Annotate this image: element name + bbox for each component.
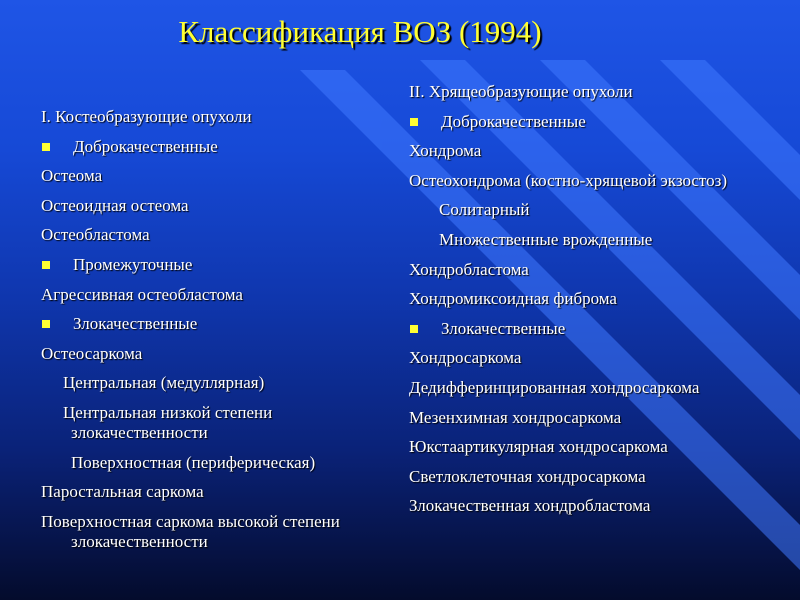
list-item: Хондробластома xyxy=(409,259,529,279)
list-subitem: Центральная низкой степени злокачественности xyxy=(63,402,273,442)
list-subitem: Солитарный xyxy=(439,200,530,220)
list-item: Остеосаркома xyxy=(41,343,143,363)
list-item: Паростальная саркома xyxy=(41,482,204,502)
list-item: Агрессивная остеобластома xyxy=(41,284,243,304)
list-item: Мезенхимная хондросаркома xyxy=(409,407,622,427)
list-item: Хондромиксоидная фиброма xyxy=(409,289,617,309)
bullet-square-icon xyxy=(410,118,418,126)
right-column xyxy=(409,82,754,526)
section-heading-bone-forming: I. Костеобразующие опухоли xyxy=(41,107,252,126)
list-item-malignant: Злокачественные xyxy=(409,319,754,339)
bullet-square-icon xyxy=(42,320,50,328)
list-item: Остеоидная остеома xyxy=(41,195,189,215)
list-item: Хондросаркома xyxy=(409,348,522,368)
section-heading-cartilage-forming: II. Хрящеобразующие опухоли xyxy=(409,82,633,101)
list-subitem: Множественные врожденные xyxy=(439,229,653,249)
bullet-square-icon xyxy=(42,261,50,269)
left-column xyxy=(41,107,359,561)
list-item: Поверхностная саркома высокой степени злокачественности xyxy=(41,511,340,551)
list-item-benign: Доброкачественные xyxy=(41,137,359,157)
bullet-square-icon xyxy=(42,143,50,151)
list-item-intermediate: Промежуточные xyxy=(41,255,359,275)
list-subitem: Центральная (медуллярная) xyxy=(63,373,265,393)
bullet-square-icon xyxy=(410,325,418,333)
list-item: Светлоклеточная хондросаркома xyxy=(409,466,646,486)
list-item: Юкстаартикулярная хондросаркома xyxy=(409,437,668,457)
slide-title: Классификация ВОЗ (1994) xyxy=(178,14,542,49)
list-item: Дедифферинцированная хондросаркома xyxy=(409,377,700,397)
list-item: Остеобластома xyxy=(41,225,150,245)
list-item: Остеома xyxy=(41,166,103,186)
list-item: Злокачественная хондробластома xyxy=(409,496,651,516)
list-item: Хондрома xyxy=(409,141,482,161)
list-item: Остеохондрома (костно-хрящевой экзостоз) xyxy=(409,170,728,190)
list-item-benign: Доброкачественные xyxy=(409,112,754,132)
list-subitem: Поверхностная (периферическая) xyxy=(71,452,316,472)
list-item-malignant: Злокачественные xyxy=(41,314,359,334)
